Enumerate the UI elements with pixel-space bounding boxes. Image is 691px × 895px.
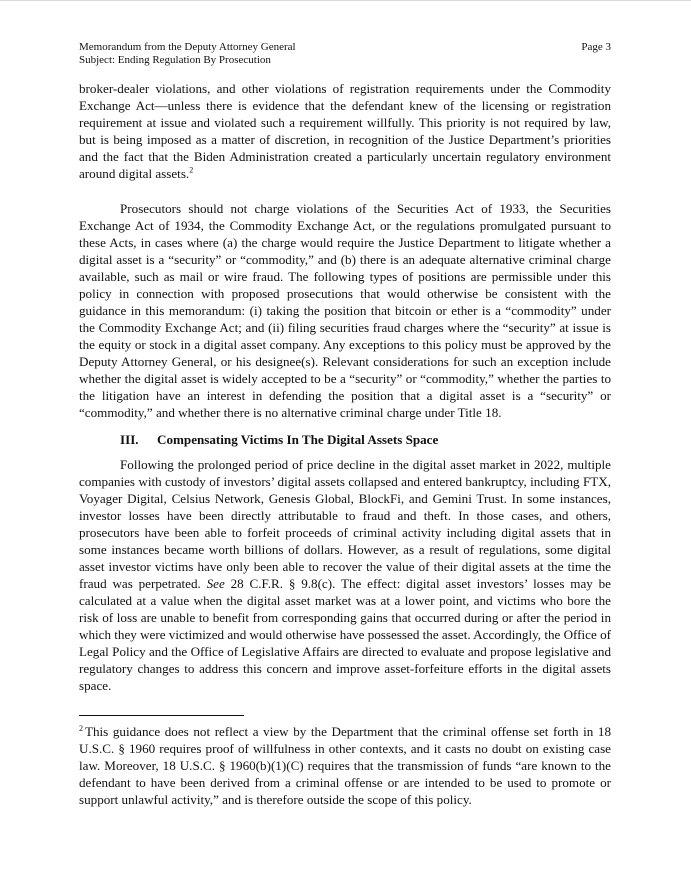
page-top-edge xyxy=(0,0,691,1)
page-number: Page 3 xyxy=(581,41,611,53)
paragraph-compensating-victims xyxy=(79,456,611,694)
header-memo-from: Memorandum from the Deputy Attorney General xyxy=(79,41,296,53)
footnote-2 xyxy=(79,723,611,808)
section-number: III. xyxy=(120,432,139,447)
paragraph-charging-policy: Prosecutors should not charge violations of the Securities Act of 1933, the Securities Exchange Act of 1934, the Commodity Exchange Act, or the regulations promulgated pursuant to these Acts, in cases where (a) the charge would require the Justice Department to litigate whether a digital asset is a “security” or “commodity,” and (b) there is an adequate alternative criminal charge available, such as mail or wire fraud. The following types of positions are permissible under this policy in connection with proposed prosecutions that would otherwise be consistent with the guidance in this memorandum: (i) taking the position that bitcoin or ether is a “commodity” under the Commodity Exchange Act; and (ii) filing securities fraud charges where the “security” at issue is the equity or stock in a digital asset company. Any exceptions to this policy must be approved by the Deputy Attorney General, or his designee(s). Relevant considerations for such an exception include whether the digital asset is widely accepted to be a “security” or “commodity,” whether the parties to the litigation have an interest in defending the position that a digital asset is a “security” or “commodity,” and whether there is no alternative criminal charge under Title 18. xyxy=(79,201,611,420)
footnote-mark: 2 xyxy=(79,723,83,733)
paragraph-registration-priority xyxy=(79,80,611,182)
section-title: Compensating Victims In The Digital Assets Space xyxy=(157,432,439,447)
paragraph-text-continued: 28 C.F.R. § 9.8(c). The effect: digital asset investors’ losses may be calculated at a value when the digital asset market was at a lower point, and victims who bore the risk of loss are unable to benefit from corresponding gains that occurred during or after the period in which they were victimized and would otherwise have possessed the asset. Accordingly, the Office of Legal Policy and the Office of Legislative Affairs are directed to evaluate and propose legislative and regulatory changes to address this concern and improve asset-forfeiture efforts in the digital assets space. xyxy=(79,576,611,693)
citation-signal: See xyxy=(206,576,225,591)
header-subject: Subject: Ending Regulation By Prosecution xyxy=(79,54,271,66)
footnote-separator xyxy=(79,715,244,716)
footnote-reference: 2 xyxy=(189,165,194,175)
memo-body xyxy=(79,80,611,694)
header-subject-block xyxy=(79,41,611,67)
footnote xyxy=(79,723,611,808)
paragraph-text: Following the prolonged period of price decline in the digital asset market in 2022, multiple companies with custody of investors’ digital assets collapsed and entered bankruptcy, including FTX, Voyager Digital, Celsius Network, Genesis Global, BlockFi, and Gemini Trust. In some instances, investor losses have been directly attributable to fraud and theft. In those cases, and others, prosecutors have been able to forfeit proceeds of criminal activity including digital assets that in some instances became worth billions of dollars. However, as a result of regulations, some digital asset investor victims have only been able to recover the value of their digital assets at the time the fraud was perpetrated. xyxy=(79,457,611,591)
footnote-text: This guidance does not reflect a view by the Department that the criminal offense set forth in 18 U.S.C. § 1960 requires proof of willfulness in other contexts, and it casts no doubt on existing case law. Moreover, 18 U.S.C. § 1960(b)(1)(C) requires that the transmission of funds “are known to the defendant to have been derived from a criminal offense or are intended to be used to promote or support unlawful activity,” and is therefore outside the scope of this policy. xyxy=(79,724,611,807)
section-heading xyxy=(79,431,611,448)
page-header xyxy=(79,41,611,67)
paragraph-text: broker-dealer violations, and other violations of registration requirements under the Commodity Exchange Act—unless there is evidence that the defendant knew of the licensing or registration requirement at issue and violated such a requirement willfully. This priority is not required by law, but is being imposed as a matter of discretion, in recognition of the Justice Department’s priorities and the fact that the Biden Administration created a particularly uncertain regulatory environment around digital assets. xyxy=(79,81,611,181)
